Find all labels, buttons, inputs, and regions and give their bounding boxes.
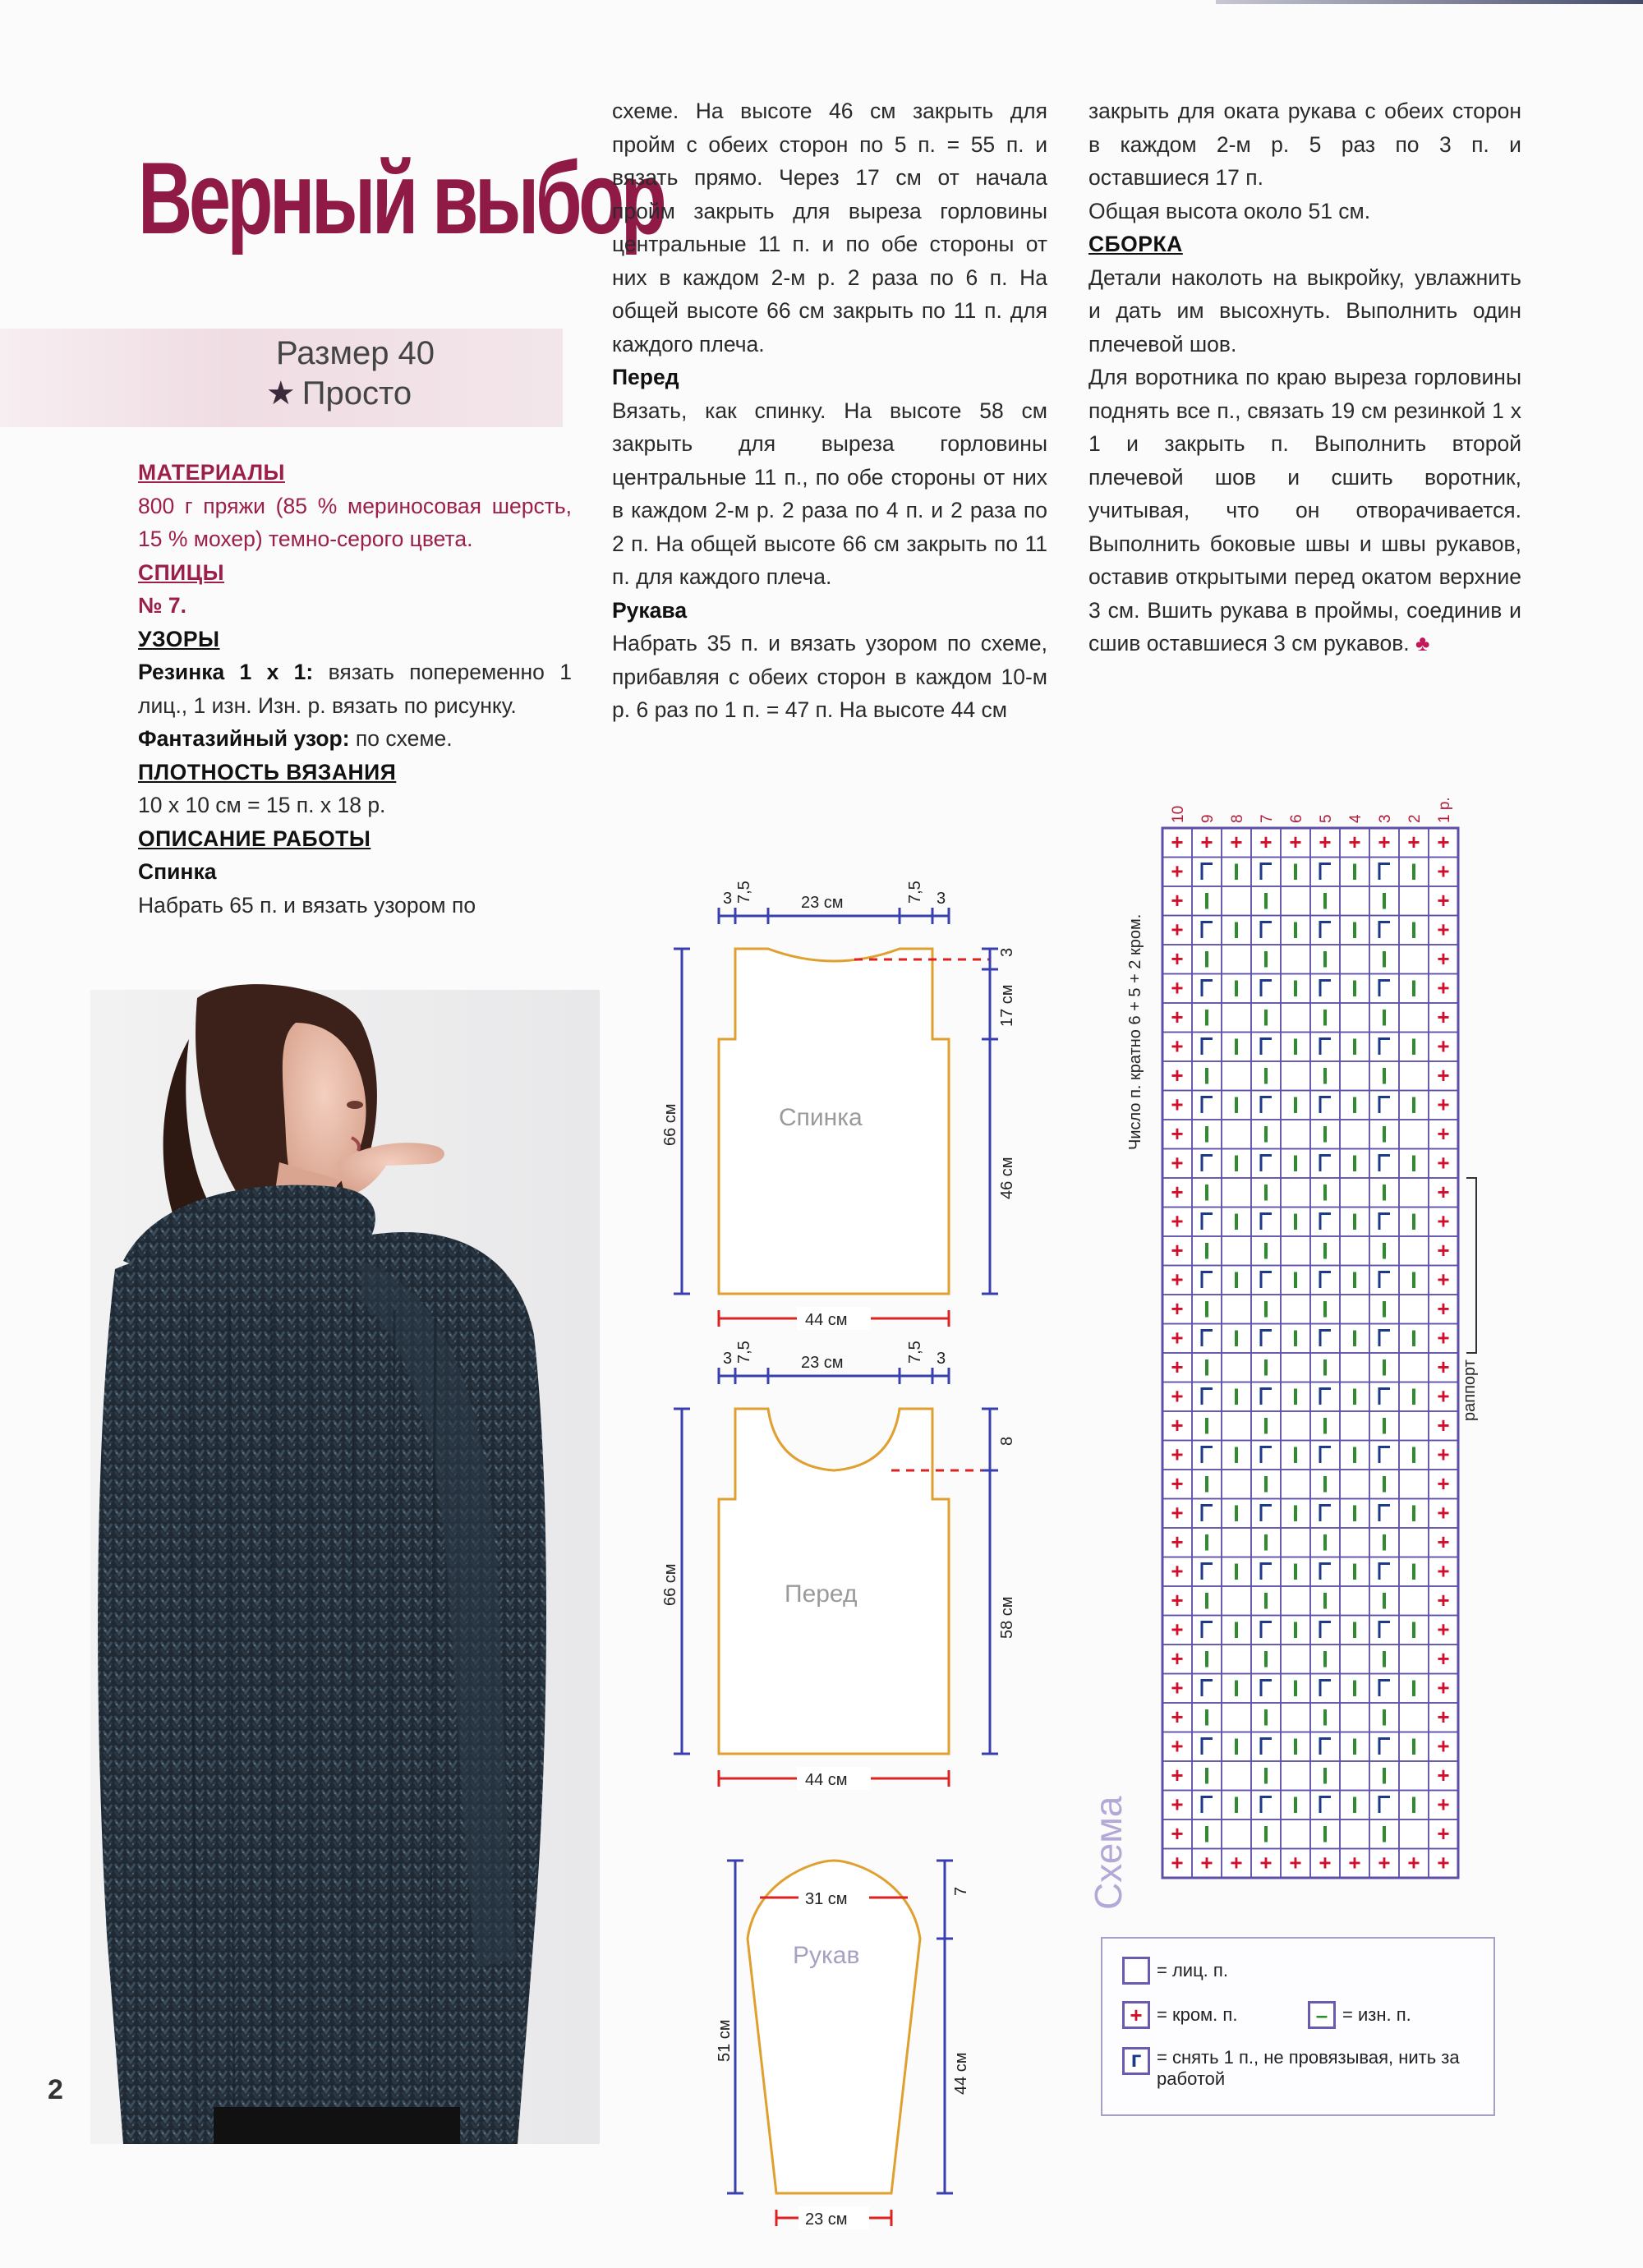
purl-stitch-icon: – bbox=[1308, 2001, 1336, 2029]
edge-stitch-mark: + bbox=[1171, 1325, 1184, 1350]
edge-stitch-mark: + bbox=[1171, 1850, 1184, 1875]
edge-stitch-mark: + bbox=[1437, 975, 1450, 1001]
edge-stitch-mark: + bbox=[1437, 1295, 1450, 1321]
edge-stitch-mark: + bbox=[1171, 1587, 1184, 1612]
chart-side-note: Число п. кратно 6 + 5 + 2 кром. bbox=[1126, 913, 1144, 1150]
sleeve-label: Рукав bbox=[793, 1942, 860, 1969]
back-dim-5: 3 bbox=[937, 890, 946, 908]
needles-text: № 7. bbox=[138, 593, 187, 618]
model-photo-illustration bbox=[90, 990, 600, 2144]
chart-column-number: 8 bbox=[1229, 814, 1246, 823]
edge-stitch-mark: + bbox=[1171, 1733, 1184, 1759]
chart-grid bbox=[1162, 828, 1476, 1878]
legend-slip bbox=[1122, 2047, 1475, 2090]
model-photo bbox=[90, 990, 600, 2144]
edge-stitch-mark: + bbox=[1289, 829, 1302, 854]
edge-stitch-mark: + bbox=[1230, 1850, 1243, 1875]
edge-stitch-mark: + bbox=[1437, 1442, 1450, 1467]
end-mark-icon: ♣ bbox=[1415, 631, 1430, 656]
front-left: 66 см bbox=[661, 1563, 679, 1606]
edge-stitch-mark: + bbox=[1171, 1033, 1184, 1059]
edge-stitch-mark: + bbox=[1171, 887, 1184, 913]
edge-stitch-mark: + bbox=[1171, 1529, 1184, 1554]
edge-stitch-mark: + bbox=[1171, 1179, 1184, 1204]
back-dim-2: 7,5 bbox=[735, 881, 753, 904]
edge-stitch-mark: + bbox=[1437, 829, 1450, 854]
legend-knit bbox=[1122, 1957, 1228, 1985]
edge-stitch-mark: + bbox=[1437, 1675, 1450, 1700]
edge-stitch-mark: + bbox=[1171, 1645, 1184, 1671]
fancy-label: Фантазийный узор: bbox=[138, 726, 350, 751]
size-label: Размер 40 bbox=[275, 335, 435, 371]
edge-stitch-mark: + bbox=[1437, 1470, 1450, 1496]
fancy-paragraph bbox=[138, 722, 572, 756]
rib-text: вязать попеременно 1 лиц., 1 изн. Изн. р. вязать по рисунку. bbox=[138, 660, 572, 718]
knitting-chart-svg bbox=[1084, 772, 1544, 1922]
chart-repeat-label: раппорт bbox=[1461, 1359, 1479, 1421]
edge-stitch-mark: + bbox=[1171, 1500, 1184, 1525]
sleeve-left: 51 см bbox=[716, 2019, 734, 2062]
back-label: Спинка bbox=[779, 1104, 863, 1131]
edge-stitch-mark: + bbox=[1171, 1470, 1184, 1496]
edge-stitch-mark: + bbox=[1259, 1850, 1273, 1875]
edge-stitch-mark: + bbox=[1407, 1850, 1420, 1875]
edge-stitch-mark: + bbox=[1437, 1762, 1450, 1787]
chart-column-number: 1 р. bbox=[1436, 797, 1453, 823]
knit-stitch-icon bbox=[1122, 1957, 1150, 1985]
edge-stitch-mark: + bbox=[1437, 887, 1450, 913]
edge-stitch-mark: + bbox=[1437, 1179, 1450, 1204]
chart-column-number: 6 bbox=[1288, 814, 1305, 823]
back-right-low: 46 см bbox=[998, 1157, 1016, 1199]
edge-stitch-mark: + bbox=[1319, 829, 1332, 854]
sleeve-right-top: 7 bbox=[952, 1886, 970, 1896]
front-label: Перед bbox=[785, 1580, 858, 1608]
assembly-paragraph-1: Детали наколоть на выкройку, увлажнить и дать им высохнуть. Выполнить один плечевой шов. bbox=[1088, 265, 1521, 357]
back-left: 66 см bbox=[661, 1103, 679, 1146]
edge-stitch-mark: + bbox=[1171, 1762, 1184, 1787]
legend-purl bbox=[1308, 2001, 1411, 2029]
edge-stitch-mark: + bbox=[1171, 858, 1184, 884]
edge-stitch-mark: + bbox=[1407, 829, 1420, 854]
edge-stitch-mark: + bbox=[1171, 1092, 1184, 1117]
legend-slip-text: = снять 1 п., не провязывая, нить за работой bbox=[1157, 2047, 1460, 2089]
edge-stitch-mark: + bbox=[1437, 1325, 1450, 1350]
sleeve-text-cont: закрыть для оката рукава с обеих сторон в каждом 2-м р. 5 раз по 3 п. и оставшиеся 17 п. bbox=[1088, 99, 1521, 190]
rib-label: Резинка 1 х 1: bbox=[138, 660, 314, 684]
edge-stitch-mark: + bbox=[1171, 829, 1184, 854]
front-text: Вязать, как спинку. На высоте 58 см закрыть для выреза горловины центральные 11 п., по обе стороны от них в каждом 2-м р. 2 раза по 4 п. и 2 раза по 2 п. На общей высоте 66 см закрыть по 11 п. для каждого плеча. bbox=[612, 398, 1047, 589]
sleeve-bottom: 23 см bbox=[805, 2210, 848, 2229]
edge-stitch-mark: + bbox=[1171, 1820, 1184, 1846]
materials-text: 800 г пряжи (85 % мериносовая шерсть, 15 % мохер) темно-серого цвета. bbox=[138, 493, 572, 551]
slip-stitch-icon: ᒥ bbox=[1122, 2047, 1150, 2075]
front-heading: Перед bbox=[612, 365, 679, 389]
edge-stitch-mark: + bbox=[1171, 1208, 1184, 1234]
legend-purl-text: = изн. п. bbox=[1342, 2004, 1411, 2025]
edge-stitch-mark: + bbox=[1437, 1208, 1450, 1234]
edge-stitch-mark: + bbox=[1348, 829, 1361, 854]
edge-stitch-mark: + bbox=[1171, 1792, 1184, 1817]
back-dim-3: 23 см bbox=[801, 894, 844, 912]
edge-stitch-mark: + bbox=[1171, 1675, 1184, 1700]
back-text-cont: схеме. На высоте 46 см закрыть для пройм с обеих сторон по 5 п. = 55 п. и вязать прямо. Через 17 см от начала пройм закрыть для выреза горловины центральные 11 п. и по обе стороны от них в каждом 2-м р. 2 раза по 6 п. На общей высоте 66 см закрыть по 11 п. для каждого плеча. bbox=[612, 99, 1047, 357]
top-stripe bbox=[1216, 0, 1643, 4]
edge-stitch-mark: + bbox=[1171, 1558, 1184, 1584]
edge-stitch-mark: + bbox=[1437, 1500, 1450, 1525]
edge-stitch-mark: + bbox=[1437, 1587, 1450, 1612]
edge-stitch-mark: + bbox=[1437, 1354, 1450, 1379]
chart-column-number: 2 bbox=[1406, 814, 1424, 823]
front-dim-2: 7,5 bbox=[735, 1341, 753, 1364]
column-2 bbox=[612, 94, 1047, 727]
sleeve-text: Набрать 35 п. и вязать узором по схеме, прибавляя с обеих сторон в каждом 10-м р. 6 раз по 1 п. = 47 п. На высоте 44 см bbox=[612, 631, 1047, 722]
edge-stitch-mark: + bbox=[1171, 1004, 1184, 1029]
edge-stitch-mark: + bbox=[1171, 975, 1184, 1001]
sleeve-schematic bbox=[716, 1861, 970, 2229]
edge-stitch-mark: + bbox=[1437, 1645, 1450, 1671]
materials-heading: МАТЕРИАЛЫ bbox=[138, 460, 285, 485]
difficulty-label bbox=[0, 375, 563, 412]
edge-stitch-mark: + bbox=[1437, 917, 1450, 942]
gauge-text: 10 х 10 см = 15 п. х 18 р. bbox=[138, 793, 386, 817]
work-heading: ОПИСАНИЕ РАБОТЫ bbox=[138, 826, 371, 851]
back-text-start: Набрать 65 п. и вязать узором по bbox=[138, 892, 476, 918]
chart-title: Схема bbox=[1087, 1796, 1130, 1910]
sleeve-heading: Рукава bbox=[612, 597, 688, 623]
needles-heading: СПИЦЫ bbox=[138, 559, 225, 585]
patterns-heading: УЗОРЫ bbox=[138, 626, 220, 651]
chart-column-number: 3 bbox=[1377, 814, 1394, 823]
sleeve-right-low: 44 см bbox=[952, 2052, 970, 2095]
fancy-text: по схеме. bbox=[355, 726, 453, 751]
edge-stitch-mark: + bbox=[1171, 1237, 1184, 1263]
edge-stitch-mark: + bbox=[1289, 1850, 1302, 1875]
edge-stitch-mark: + bbox=[1171, 1617, 1184, 1642]
edge-stitch-mark: + bbox=[1171, 1704, 1184, 1729]
edge-stitch-mark: + bbox=[1437, 1733, 1450, 1759]
page-title: Верный выбор bbox=[138, 142, 664, 255]
front-dim-3: 23 см bbox=[801, 1354, 844, 1372]
edge-stitch-mark: + bbox=[1437, 858, 1450, 884]
repeat-bracket bbox=[1466, 1178, 1476, 1353]
edge-stitch-mark: + bbox=[1171, 1383, 1184, 1409]
front-schematic bbox=[661, 1341, 1016, 1790]
edge-stitch-mark: + bbox=[1171, 917, 1184, 942]
front-dim-1: 3 bbox=[723, 1350, 733, 1368]
edge-stitch-mark: + bbox=[1437, 1412, 1450, 1438]
assembly-heading: СБОРКА bbox=[1088, 232, 1183, 256]
schematics bbox=[657, 863, 1084, 2229]
edge-stitch-mark: + bbox=[1437, 1820, 1450, 1846]
edge-stitch-mark: + bbox=[1171, 1267, 1184, 1292]
rib-paragraph bbox=[138, 656, 572, 722]
edge-stitch-mark: + bbox=[1437, 1850, 1450, 1875]
edge-stitch-mark: + bbox=[1171, 1412, 1184, 1438]
chart-column-number: 10 bbox=[1170, 805, 1187, 823]
back-right-mid: 17 см bbox=[998, 984, 1016, 1027]
edge-stitch-mark: + bbox=[1437, 1004, 1450, 1029]
difficulty-text: Просто bbox=[301, 375, 412, 412]
edge-stitch-mark: + bbox=[1230, 829, 1243, 854]
chart-column-number: 5 bbox=[1318, 814, 1335, 823]
back-schematic bbox=[661, 881, 1016, 1330]
edge-stitch-mark: + bbox=[1437, 1792, 1450, 1817]
edge-stitch-mark: + bbox=[1259, 829, 1273, 854]
edge-stitch-mark: + bbox=[1437, 1617, 1450, 1642]
chart-column-number: 4 bbox=[1347, 814, 1365, 823]
edge-stitch-mark: + bbox=[1171, 1295, 1184, 1321]
knitting-chart bbox=[1084, 772, 1544, 1922]
page-number: 2 bbox=[48, 2074, 63, 2105]
edge-stitch-mark: + bbox=[1437, 1267, 1450, 1292]
edge-stitch-mark: + bbox=[1171, 1442, 1184, 1467]
back-bottom: 44 см bbox=[805, 1311, 848, 1329]
edge-stitch-mark: + bbox=[1171, 945, 1184, 971]
front-dim-5: 3 bbox=[937, 1350, 946, 1368]
edge-stitch-mark: + bbox=[1319, 1850, 1332, 1875]
edge-stitch-mark: + bbox=[1437, 1237, 1450, 1263]
total-height: Общая высота около 51 см. bbox=[1088, 198, 1371, 223]
edge-stitch-mark: + bbox=[1437, 1120, 1450, 1146]
schematics-svg bbox=[657, 863, 1084, 2229]
edge-stitch-mark: + bbox=[1437, 1558, 1450, 1584]
assembly-paragraph-2 bbox=[1088, 361, 1521, 660]
edge-stitch-icon: + bbox=[1122, 2001, 1150, 2029]
edge-stitch-mark: + bbox=[1437, 1033, 1450, 1059]
back-dim-1: 3 bbox=[723, 890, 733, 908]
edge-stitch-mark: + bbox=[1437, 1529, 1450, 1554]
edge-stitch-mark: + bbox=[1437, 1092, 1450, 1117]
back-heading: Спинка bbox=[138, 859, 217, 884]
front-right-low: 58 см bbox=[998, 1596, 1016, 1639]
chart-column-number: 7 bbox=[1259, 814, 1276, 823]
assembly-text-2: Для воротника по краю выреза горловины поднять все п., связать 19 см резинкой 1 х 1 и закрыть п. Выполнить второй плечевой шов и сшить воротник, учитывая, что он отворачивается. Выполнить боковые швы и швы рукавов, оставив открытыми перед окатом верхние 3 см. Вшить рукава в проймы, соединив и сшив оставшиеся 3 см рукавов. bbox=[1088, 365, 1521, 656]
edge-stitch-mark: + bbox=[1200, 829, 1213, 854]
chart-legend bbox=[1101, 1937, 1495, 2116]
edge-stitch-mark: + bbox=[1200, 1850, 1213, 1875]
chart-column-number: 9 bbox=[1199, 814, 1217, 823]
legend-edge bbox=[1122, 2001, 1237, 2029]
back-dim-4: 7,5 bbox=[906, 881, 924, 904]
edge-stitch-mark: + bbox=[1437, 1062, 1450, 1088]
column-1 bbox=[138, 456, 572, 922]
gauge-heading: ПЛОТНОСТЬ ВЯЗАНИЯ bbox=[138, 759, 397, 784]
edge-stitch-mark: + bbox=[1437, 1150, 1450, 1175]
sleeve-top: 31 см bbox=[805, 1890, 848, 1908]
edge-stitch-mark: + bbox=[1171, 1354, 1184, 1379]
edge-stitch-mark: + bbox=[1378, 1850, 1391, 1875]
edge-stitch-mark: + bbox=[1437, 1704, 1450, 1729]
front-right-top: 8 bbox=[998, 1436, 1016, 1446]
edge-stitch-mark: + bbox=[1437, 945, 1450, 971]
front-dim-4: 7,5 bbox=[906, 1341, 924, 1364]
legend-edge-text: = кром. п. bbox=[1157, 2004, 1238, 2025]
edge-stitch-mark: + bbox=[1378, 829, 1391, 854]
edge-stitch-mark: + bbox=[1171, 1062, 1184, 1088]
star-icon: ★ bbox=[265, 375, 296, 412]
chart-column-numbers bbox=[1170, 797, 1453, 823]
legend-knit-text: = лиц. п. bbox=[1157, 1960, 1228, 1980]
back-right-top: 3 bbox=[998, 947, 1016, 957]
edge-stitch-mark: + bbox=[1348, 1850, 1361, 1875]
front-bottom: 44 см bbox=[805, 1771, 848, 1789]
edge-stitch-mark: + bbox=[1171, 1150, 1184, 1175]
edge-stitch-mark: + bbox=[1437, 1383, 1450, 1409]
edge-stitch-mark: + bbox=[1171, 1120, 1184, 1146]
column-3 bbox=[1088, 94, 1521, 660]
